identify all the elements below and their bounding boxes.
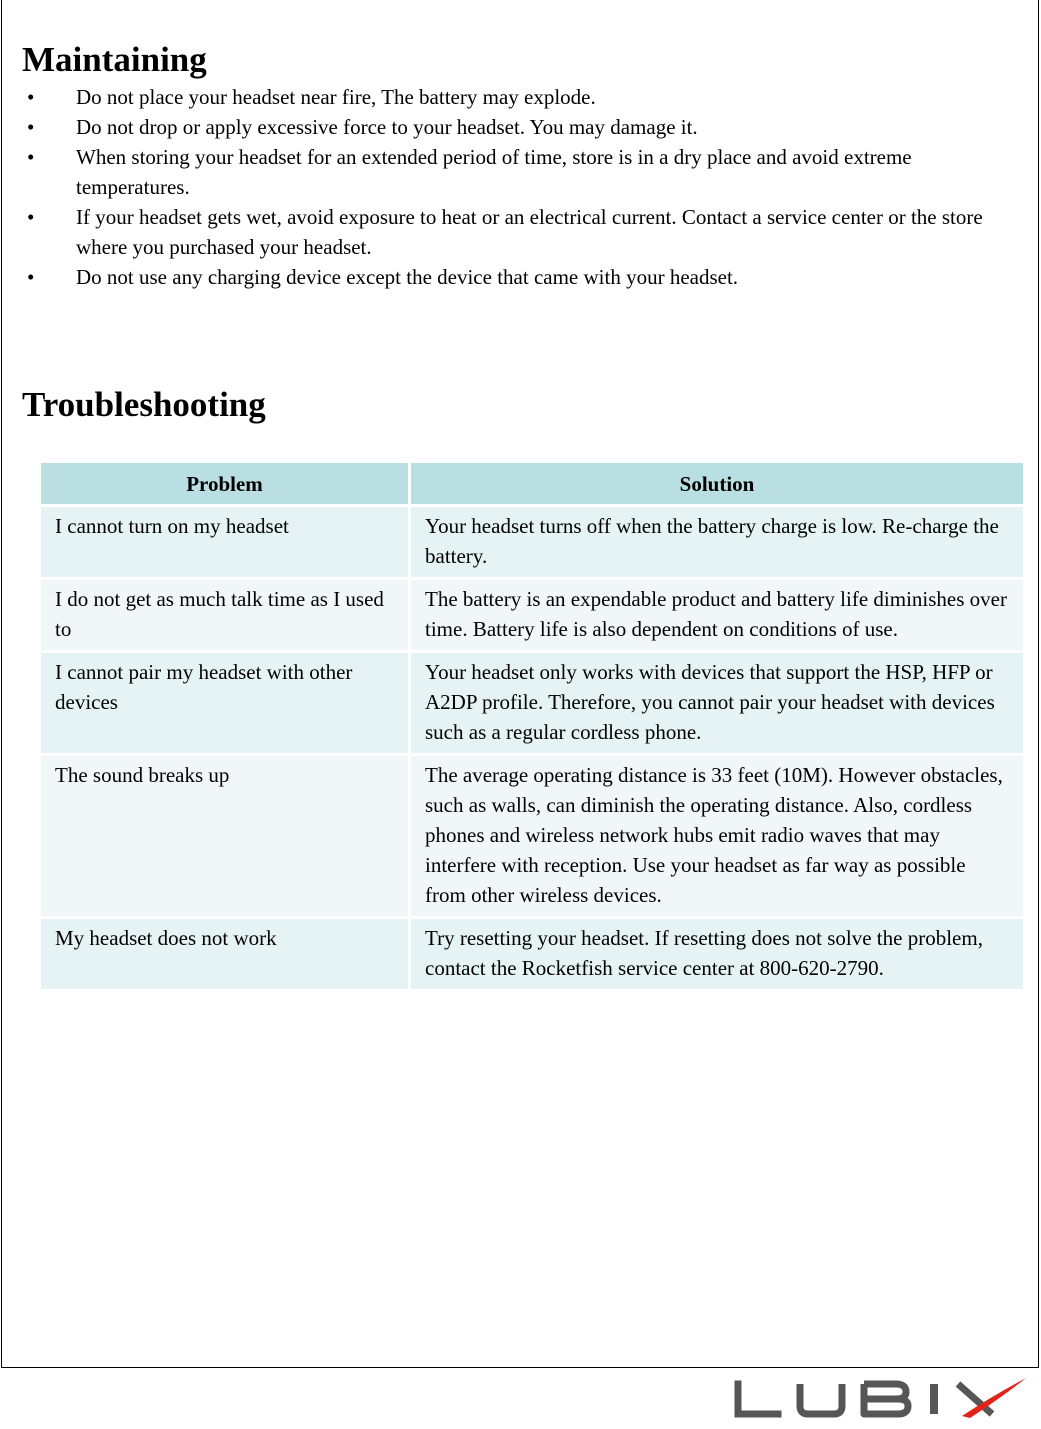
bullet-icon: • bbox=[27, 115, 35, 139]
problem-cell: I cannot pair my headset with other devices bbox=[41, 653, 408, 753]
troubleshooting-heading: Troubleshooting bbox=[22, 385, 266, 424]
maintaining-heading: Maintaining bbox=[22, 40, 207, 79]
column-header-problem: Problem bbox=[41, 463, 408, 504]
logo-letter-l bbox=[738, 1384, 778, 1414]
list-item: • Do not use any charging device except the device that came with your headset. bbox=[22, 262, 1012, 292]
list-item: • Do not place your headset near fire, The battery may explode. bbox=[22, 82, 1012, 112]
lubix-logo bbox=[730, 1376, 1030, 1426]
table-header-row bbox=[41, 463, 1023, 504]
logo-letter-b bbox=[864, 1384, 908, 1414]
table-row bbox=[41, 580, 1023, 650]
logo-letter-u bbox=[800, 1384, 842, 1414]
bullet-icon: • bbox=[27, 205, 35, 229]
column-header-solution: Solution bbox=[411, 463, 1023, 504]
bullet-icon: • bbox=[27, 265, 35, 289]
problem-cell: I do not get as much talk time as I used to bbox=[41, 580, 408, 650]
troubleshooting-table bbox=[38, 460, 1026, 992]
problem-cell: My headset does not work bbox=[41, 919, 408, 989]
maintaining-list bbox=[22, 82, 1012, 292]
bullet-icon: • bbox=[27, 145, 35, 169]
list-item: • When storing your headset for an extended period of time, store is in a dry place and avoid extreme temperatures. bbox=[22, 142, 1012, 202]
solution-cell: The battery is an expendable product and battery life diminishes over time. Battery life is also dependent on conditions of use. bbox=[411, 580, 1023, 650]
problem-cell: The sound breaks up bbox=[41, 756, 408, 916]
table-row bbox=[41, 919, 1023, 989]
list-item: • Do not drop or apply excessive force to your headset. You may damage it. bbox=[22, 112, 1012, 142]
table-row bbox=[41, 507, 1023, 577]
solution-cell: The average operating distance is 33 feet (10M). However obstacles, such as walls, can diminish the operating distance. Also, cordless phones and wireless network hubs emit radio waves that may interfere with reception. Use your headset as far way as possible from other wireless devices. bbox=[411, 756, 1023, 916]
bullet-icon: • bbox=[27, 85, 35, 109]
solution-cell: Your headset turns off when the battery charge is low. Re-charge the battery. bbox=[411, 507, 1023, 577]
list-item: • If your headset gets wet, avoid exposure to heat or an electrical current. Contact a service center or the store where you purchased your headset. bbox=[22, 202, 1012, 262]
solution-cell: Try resetting your headset. If resetting does not solve the problem, contact the Rocketfish service center at 800-620-2790. bbox=[411, 919, 1023, 989]
solution-cell: Your headset only works with devices that support the HSP, HFP or A2DP profile. Therefore, you cannot pair your headset with devices such as a regular cordless phone. bbox=[411, 653, 1023, 753]
table-row bbox=[41, 756, 1023, 916]
table-row bbox=[41, 653, 1023, 753]
problem-cell: I cannot turn on my headset bbox=[41, 507, 408, 577]
